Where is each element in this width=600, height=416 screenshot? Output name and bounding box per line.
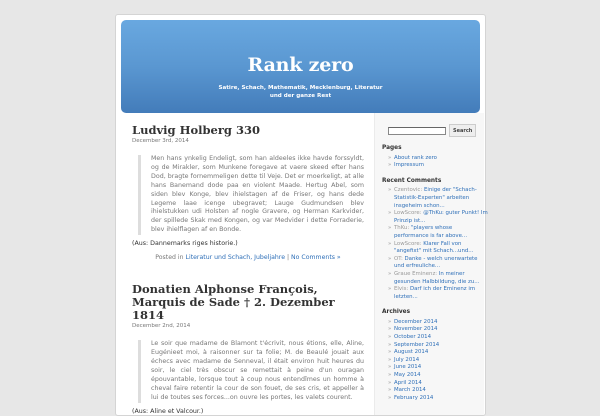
archive-link[interactable]: May 2014 [394,372,421,379]
list-item [388,155,488,163]
post-title-link[interactable]: Donatien Alphonse François, Marquis de Sade † 2. Dezember 1814 [132,282,335,323]
list-item [388,319,488,327]
archive-link[interactable]: July 2014 [394,356,420,363]
comment-link[interactable]: @ThKu: guter Punkt! Im Prinzip ist... [394,210,488,224]
pages-heading: Pages [382,145,402,151]
search-input[interactable] [388,127,446,135]
recent-comments-heading: Recent Comments [382,177,442,184]
list-item [388,326,488,334]
page-link-about[interactable]: About rank zero [394,154,437,161]
post-meta: Posted in Literatur und Schach, Jubeljahre | No Comments » [155,254,341,262]
category-links[interactable]: Literatur und Schach, Jubeljahre [185,254,286,262]
archive-link[interactable]: October 2014 [394,334,432,341]
post-source: (Aus: Aline et Valcour.) [132,407,204,415]
list-item [388,162,488,170]
list-item [388,387,488,395]
archives-list [388,319,488,403]
recent-comments-list [388,187,488,301]
search-button[interactable]: Search [449,124,476,137]
list-item [388,349,488,357]
list-item: » LowScore: Klarer Fall von "angefixt" mit Schach...und... [388,241,488,256]
sidebar [382,124,488,402]
comment-link[interactable]: Einige der "Schach-Statistik-Experten" arbeiten insgeheim schon... [394,187,477,209]
comment-link[interactable]: Darf ich der Eminenz im letzten... [394,286,476,300]
list-item [388,372,488,380]
list-item: » Elvis: Darf ich der Eminenz im letzten... [388,286,488,301]
list-item: » Czentovic: Einige der "Schach-Statistik-Experten" arbeiten insgeheim schon... [388,187,488,210]
post-date: December 2nd, 2014 [132,323,191,330]
pages-list [388,155,488,170]
list-item [388,380,488,388]
post-title-link[interactable]: Ludvig Holberg 330 [132,123,260,137]
list-item: » ThKu: "players whose performance is far above... [388,225,488,240]
post-source: (Aus: Dannemarks riges historie.) [132,240,238,248]
archive-link[interactable]: August 2014 [394,349,429,356]
post-blockquote: Le soir que madame de Blamont t'écrivit, nous étions, elle, Aline, Eugénieet moi, à raisonner sur ta folie; M. de Beaulé jouait aux échecs avec madame de Senneval, il était environ huit heures du soir, le ciel très obscur se remettait à peine d'un ouragan épouvantable, lorsque tout à coup nous entendîmes un homme à cheval faire retentir la cour de son fouet, de ses cris, et appeller à lui de toutes ses forces...on ouvre les portes, les valets courent. [138,340,364,402]
post [132,283,364,415]
list-item [388,395,488,403]
comments-link[interactable]: No Comments » [291,254,341,262]
list-item [388,357,488,365]
post-blockquote: Men hans ynkelig Endeligt, som han aldeeles ikke havde forssyldt, og de Mirakler, som Munkene foregave at vaere skeed efter hans Dod, bragte fornemmeligen dette til Veje. Det er moerkeligt, at alle hans Banemand dode paa en violent Maade. Hertug Abel, som siden blev Konge, blev ihielstagen af de Friser, og hans dede Legeme laae icenge ubegravet; Lauge Gudmundsen blev ihielstukken udi Holsten af nogle Gravere, og Herman Karkvider, der spillede Skak med Kongen, og var Medvider i dette Forraderie, blev ihielflagen af en Bonde. [138,155,364,235]
list-item [388,334,488,342]
archive-link[interactable]: February 2014 [394,394,434,401]
site-description: Satire, Schach, Mathematik, Mecklenburg, Literatur und der ganze Rest [218,85,383,99]
site-header [121,20,480,113]
comment-link[interactable]: Klarer Fall von "angefixt" mit Schach...und... [394,240,474,255]
site-title-link[interactable]: Rank zero [247,54,354,76]
archive-link[interactable]: April 2014 [394,379,422,386]
search-form [388,124,488,137]
archive-link[interactable]: December 2014 [394,318,438,325]
archive-link[interactable]: September 2014 [394,341,440,348]
main-content [132,124,364,416]
post [132,124,364,262]
list-item: » LowScore: @ThKu: guter Punkt! Im Prinzip ist... [388,210,488,225]
comment-link[interactable]: "players whose performance is far above... [394,225,468,239]
comment-link[interactable]: Danke - welch unerwartete und erfreuliche... [394,255,478,270]
list-item: » Graue Eminenz: In meiner gesunden Halbbildung, die zu... [388,271,488,286]
comment-link[interactable]: In meiner gesunden Halbbildung, die zu... [394,270,480,285]
archive-link[interactable]: November 2014 [394,326,438,333]
post-date: December 3rd, 2014 [132,138,189,144]
list-item [388,342,488,350]
archive-link[interactable]: March 2014 [394,387,426,394]
list-item [388,364,488,372]
page-link-impressum[interactable]: Impressum [394,162,424,169]
archives-heading: Archives [382,309,411,316]
archive-link[interactable]: June 2014 [394,364,422,371]
list-item: » OT: Danke - welch unerwartete und erfreuliche... [388,256,488,271]
